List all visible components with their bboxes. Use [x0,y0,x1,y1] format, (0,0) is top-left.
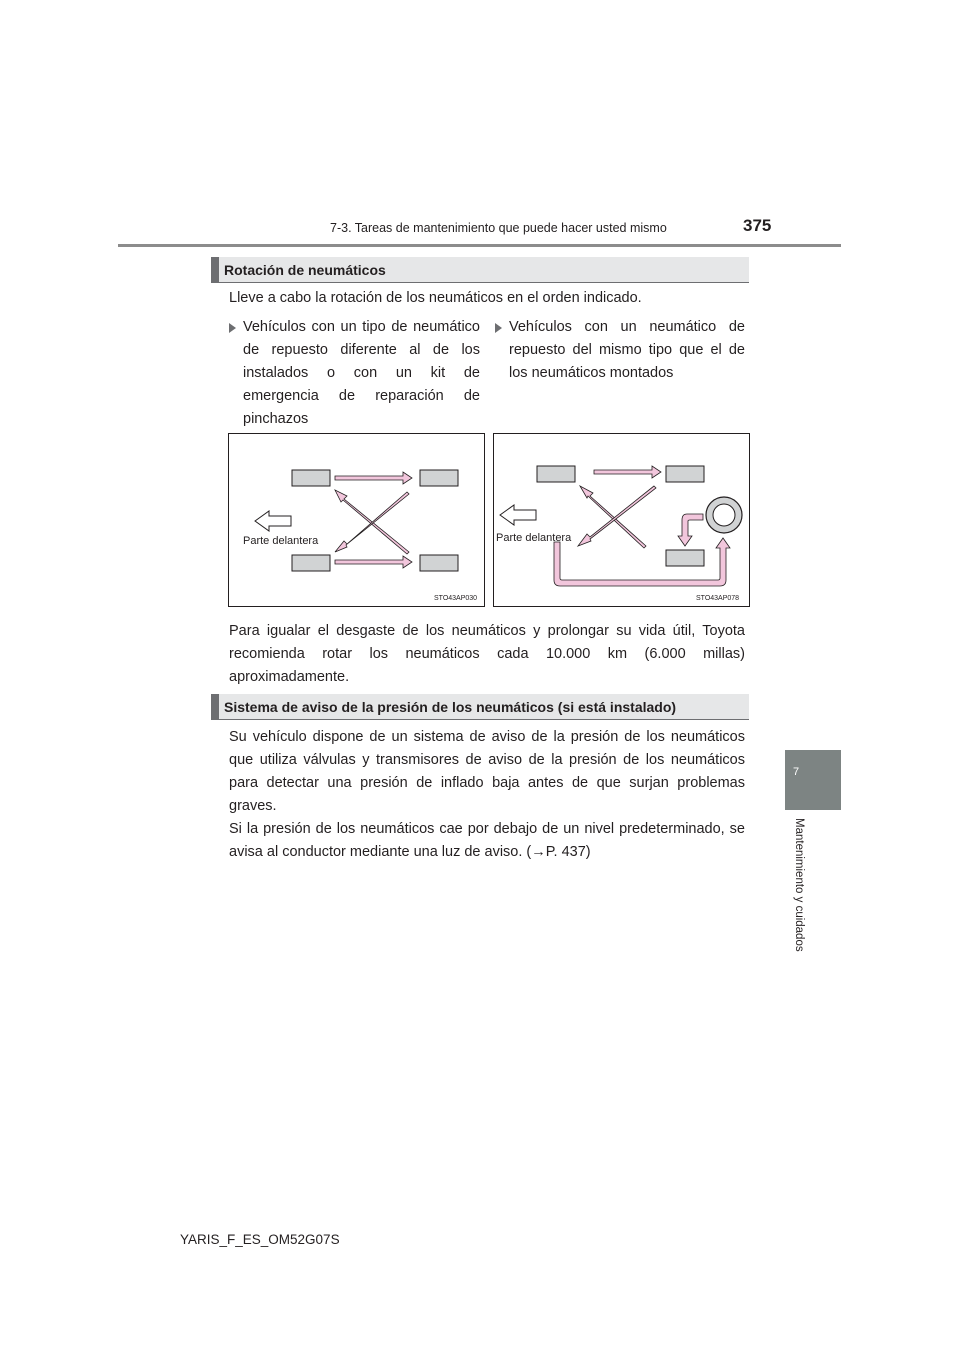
tire-front-right [666,466,704,482]
front-label: Parte delantera [496,532,572,544]
arrow-top-icon [335,472,412,484]
tire-front-right [420,470,458,486]
tire-front-left [537,466,575,482]
section-heading-tire-rotation [211,257,749,283]
figure-code: STO43AP078 [696,595,740,602]
tire-front-left [292,470,330,486]
page-number: 375 [743,216,772,235]
arrow-top-icon [594,466,661,478]
arrow-spare-to-rear-icon [678,514,703,546]
section-heading-tpms [211,694,749,720]
intro-paragraph: Lleve a cabo la rotación de los neumáticos en el orden indicado. [229,290,642,306]
tire-rear-left [292,555,330,571]
front-direction-arrow-icon [255,511,291,531]
chapter-tab-label [793,818,809,978]
tire-rear-right [666,550,704,566]
section-heading-text: Rotación de neumáticos [224,262,386,278]
tire-rear-right [420,555,458,571]
rotation-recommendation-paragraph: Para igualar el desgaste de los neumáticos y prolongar su vida útil, Toyota recomienda rotar los neumáticos cada 10.000 km (6.000 millas) aproximadamente. [229,623,745,685]
chapter-tab [785,750,841,810]
tpms-paragraph-1: Su vehículo dispone de un sistema de aviso de la presión de los neumáticos que utiliza válvulas y transmisores de aviso de la presión de los neumáticos para detectar una presión de inflado baja antes de que surjan problemas graves. [229,729,745,814]
figure-rotation-same-spare [493,433,750,607]
arrow-bottom-icon [335,556,412,568]
section-heading-bar [211,694,219,719]
section-heading-bar [211,257,219,282]
bullet-triangle-icon [229,323,236,333]
rotation-diagram-right [494,434,751,608]
section-heading-text: Sistema de aviso de la presión de los neumáticos (si está instalado) [224,699,677,715]
figure-rotation-different-spare [228,433,485,607]
bullet-right-text: Vehículos con un neumático de repuesto del mismo tipo que el de los neumáticos montados [509,319,745,381]
bullet-left-text: Vehículos con un tipo de neumático de repuesto diferente al de los instalados o con un kit de emergencia de reparación de pinchazos [243,319,480,427]
front-direction-arrow-icon [500,505,536,525]
rotation-diagram-left [229,434,486,608]
chapter-tab-label-text: Mantenimiento y cuidados [793,818,805,952]
front-label: Parte delantera [243,535,319,547]
document-code: YARIS_F_ES_OM52G07S [180,1232,340,1247]
figure-code: STO43AP030 [434,595,478,602]
chapter-tab-number: 7 [793,766,800,778]
chapter-header: 7-3. Tareas de mantenimiento que puede hacer usted mismo [330,221,667,235]
spare-tire-hub-icon [713,504,735,526]
tpms-paragraph-2: Si la presión de los neumáticos cae por debajo de un nivel predeterminado, se avisa al conductor mediante una luz de aviso. (→P. 437) [229,821,745,860]
bullet-triangle-icon [495,323,502,333]
header-rule [118,244,841,247]
